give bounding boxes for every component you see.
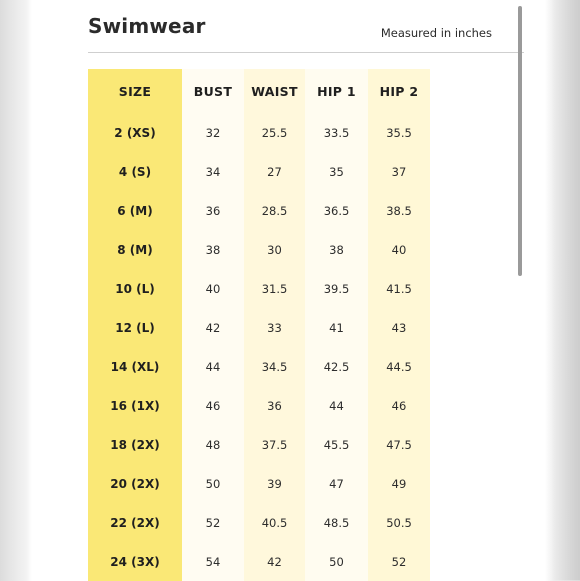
measurement-cell: 33 bbox=[267, 320, 282, 335]
measurement-cell: 28.5 bbox=[261, 203, 288, 218]
measurement-cell: 50 bbox=[205, 476, 221, 491]
header-divider bbox=[88, 52, 524, 53]
measurement-cell: 47.5 bbox=[386, 437, 412, 452]
measurement-cell: 39.5 bbox=[323, 281, 350, 296]
measurement-cell: 27 bbox=[267, 164, 282, 179]
column-hip-2 bbox=[368, 69, 430, 581]
measurement-cell: 38 bbox=[329, 242, 344, 257]
scrollbar[interactable] bbox=[516, 0, 524, 580]
column-header-size: SIZE bbox=[118, 83, 152, 99]
measurement-cell: 48.5 bbox=[323, 515, 350, 530]
size-label: 14 (XL) bbox=[110, 359, 160, 374]
measurement-cell: 42.5 bbox=[323, 359, 350, 374]
measurement-cell: 41 bbox=[329, 320, 344, 335]
measurement-cell: 35 bbox=[329, 164, 344, 179]
measurement-cell: 40 bbox=[205, 281, 221, 296]
measurement-cell: 34.5 bbox=[261, 359, 288, 374]
measurement-cell: 33.5 bbox=[323, 125, 350, 140]
right-edge-shadow bbox=[552, 0, 580, 580]
size-label: 20 (2X) bbox=[110, 476, 160, 491]
size-label: 4 (S) bbox=[118, 164, 152, 179]
measurement-cell: 46 bbox=[391, 398, 407, 413]
size-label: 2 (XS) bbox=[114, 125, 156, 140]
measurement-cell: 40.5 bbox=[261, 515, 288, 530]
measurement-cell: 49 bbox=[391, 476, 407, 491]
size-label: 18 (2X) bbox=[110, 437, 160, 452]
measurement-cell: 42 bbox=[267, 554, 282, 569]
measurement-cell: 37 bbox=[391, 164, 407, 179]
measurement-cell: 45.5 bbox=[323, 437, 350, 452]
measurement-cell: 36 bbox=[267, 398, 282, 413]
column-waist bbox=[244, 69, 305, 581]
column-header-waist: WAIST bbox=[251, 83, 298, 99]
size-label: 16 (1X) bbox=[110, 398, 160, 413]
measurement-cell: 50 bbox=[329, 554, 344, 569]
measurement-cell: 25.5 bbox=[261, 125, 288, 140]
measurement-cell: 46 bbox=[205, 398, 221, 413]
measurement-cell: 52 bbox=[391, 554, 407, 569]
measurement-cell: 36.5 bbox=[323, 203, 350, 218]
measurement-cell: 48 bbox=[205, 437, 221, 452]
size-chart-table bbox=[88, 69, 430, 581]
measurement-cell: 40 bbox=[391, 242, 407, 257]
measurement-cell: 38 bbox=[205, 242, 221, 257]
measurement-cell: 39 bbox=[267, 476, 282, 491]
scrollbar-thumb[interactable] bbox=[518, 6, 522, 276]
measurement-cell: 37.5 bbox=[261, 437, 288, 452]
measurement-cell: 38.5 bbox=[386, 203, 412, 218]
size-label: 22 (2X) bbox=[110, 515, 160, 530]
size-label: 10 (L) bbox=[115, 281, 155, 296]
size-label: 6 (M) bbox=[117, 203, 153, 218]
size-label: 24 (3X) bbox=[110, 554, 160, 569]
column-header-hip-2: HIP 2 bbox=[379, 83, 419, 99]
measurement-cell: 44.5 bbox=[386, 359, 412, 374]
unit-note: Measured in inches bbox=[380, 26, 492, 40]
size-label: 12 (L) bbox=[115, 320, 155, 335]
measurement-cell: 52 bbox=[205, 515, 221, 530]
measurement-cell: 44 bbox=[205, 359, 221, 374]
measurement-cell: 54 bbox=[205, 554, 221, 569]
measurement-cell: 32 bbox=[205, 125, 221, 140]
measurement-cell: 35.5 bbox=[386, 125, 412, 140]
measurement-cell: 50.5 bbox=[386, 515, 412, 530]
measurement-cell: 34 bbox=[205, 164, 221, 179]
column-bust bbox=[182, 69, 244, 581]
measurement-cell: 31.5 bbox=[261, 281, 288, 296]
measurement-cell: 42 bbox=[205, 320, 221, 335]
measurement-cell: 44 bbox=[329, 398, 344, 413]
measurement-cell: 30 bbox=[267, 242, 282, 257]
measurement-cell: 43 bbox=[391, 320, 407, 335]
column-header-hip-1: HIP 1 bbox=[317, 83, 356, 99]
column-hip-1 bbox=[305, 69, 368, 581]
column-header-bust: BUST bbox=[193, 83, 233, 99]
measurement-cell: 47 bbox=[329, 476, 344, 491]
measurement-cell: 41.5 bbox=[386, 281, 412, 296]
column-size bbox=[88, 69, 182, 581]
measurement-cell: 36 bbox=[205, 203, 221, 218]
page-title: Swimwear bbox=[88, 14, 206, 38]
size-label: 8 (M) bbox=[117, 242, 153, 257]
